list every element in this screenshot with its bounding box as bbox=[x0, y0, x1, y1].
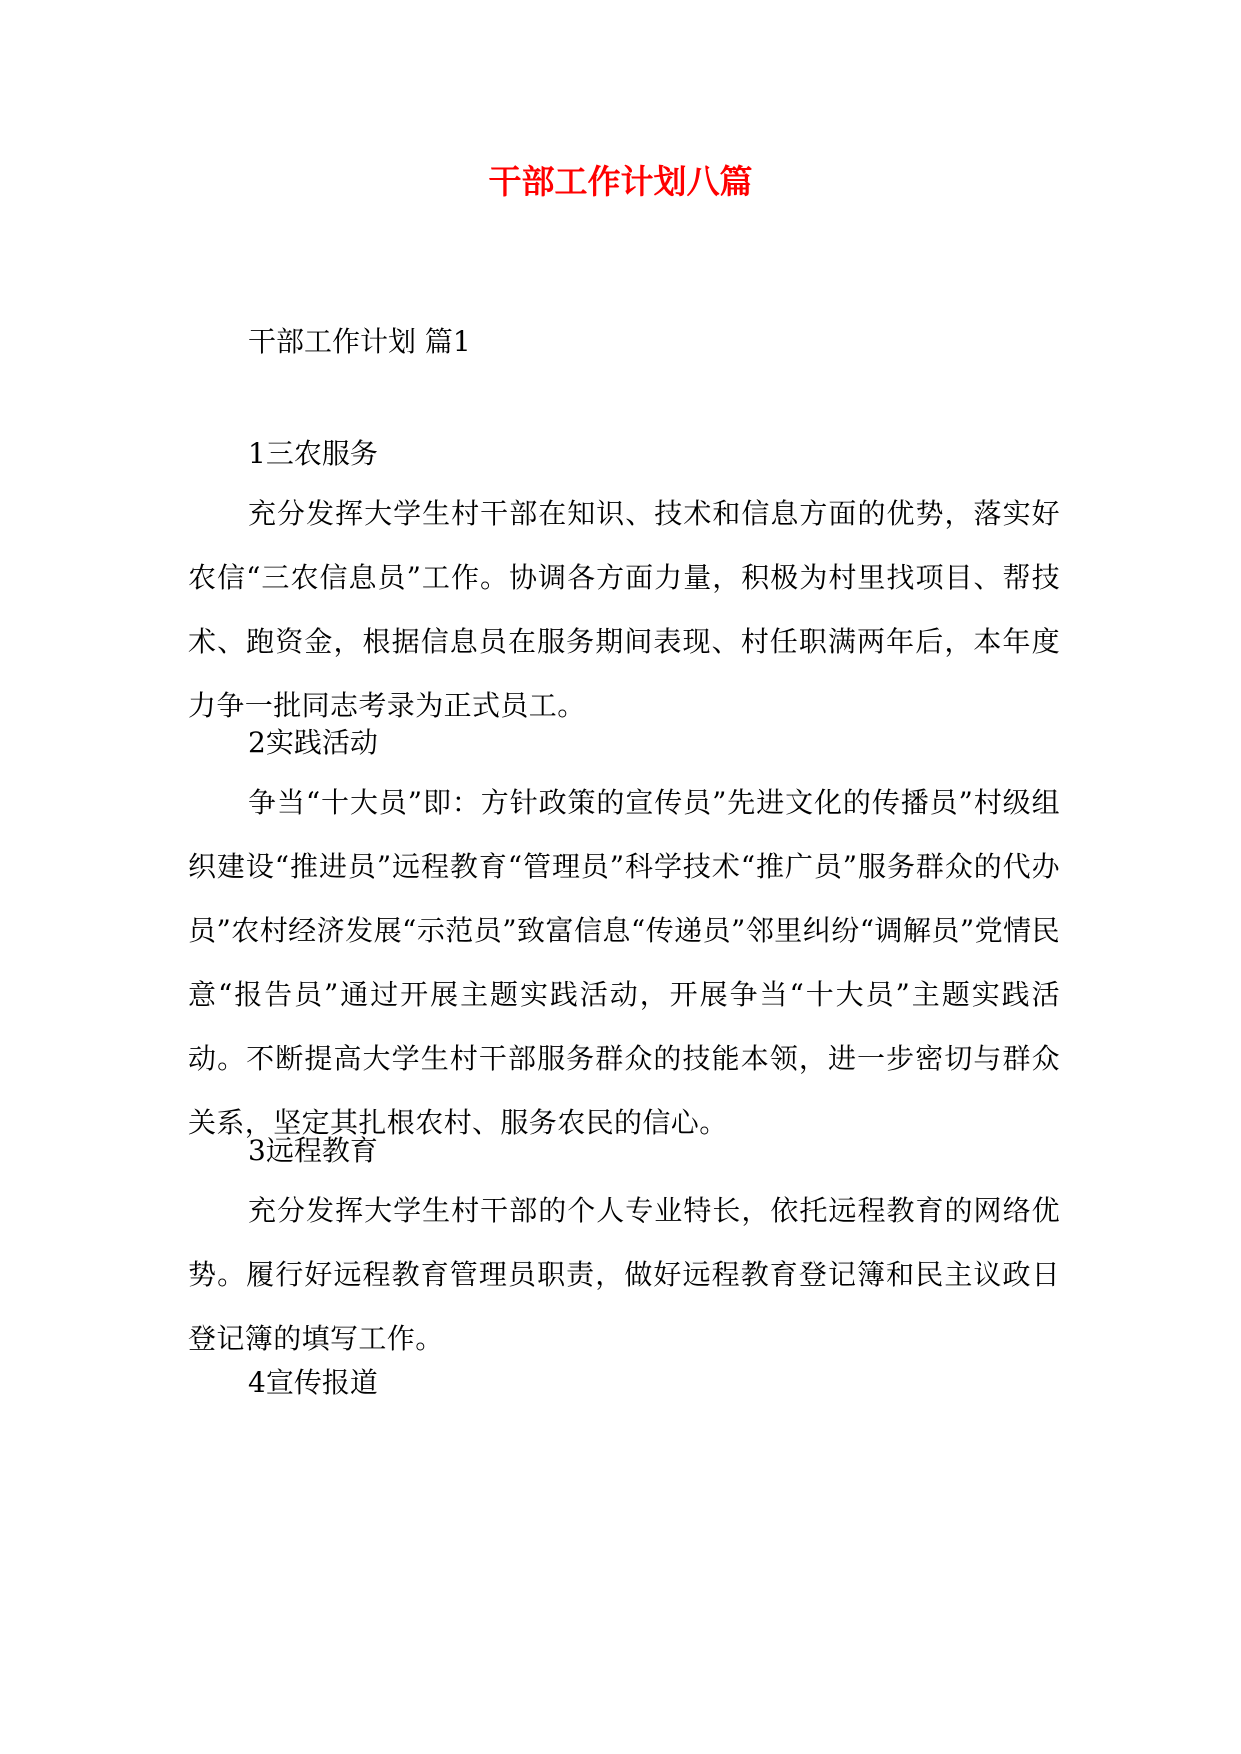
section-heading-1: 1三农服务 bbox=[248, 437, 378, 470]
section-heading-3: 3远程教育 bbox=[248, 1134, 378, 1167]
document-title: 干部工作计划八篇 bbox=[488, 162, 753, 201]
section-heading-4: 4宣传报道 bbox=[248, 1366, 378, 1399]
section-paragraph-3: 充分发挥大学生村干部的个人专业特长，依托远程教育的网络优势。履行好远程教育管理员职责，做好远程教育登记簿和民主议政日登记簿的填写工作。 bbox=[188, 1194, 1060, 1355]
part-heading: 干部工作计划 篇1 bbox=[248, 325, 471, 358]
section-paragraph-1: 充分发挥大学生村干部在知识、技术和信息方面的优势，落实好农信“三农信息员”工作。协调各方面力量，积极为村里找项目、帮技术、跑资金，根据信息员在服务期间表现、村任职满两年后，本年度力争一批同志考录为正式员工。 bbox=[188, 497, 1060, 722]
section-heading-2: 2实践活动 bbox=[248, 726, 378, 759]
section-paragraph-2: 争当“十大员”即：方针政策的宣传员”先进文化的传播员”村级组织建设“推进员”远程教育“管理员”科学技术“推广员”服务群众的代办员”农村经济发展“示范员”致富信息“传递员”邻里纠纷“调解员”党情民意“报告员”通过开展主题实践活动，开展争当“十大员”主题实践活动。不断提高大学生村干部服务群众的技能本领，进一步密切与群众关系，坚定其扎根农村、服务农民的信心。 bbox=[188, 786, 1060, 1139]
